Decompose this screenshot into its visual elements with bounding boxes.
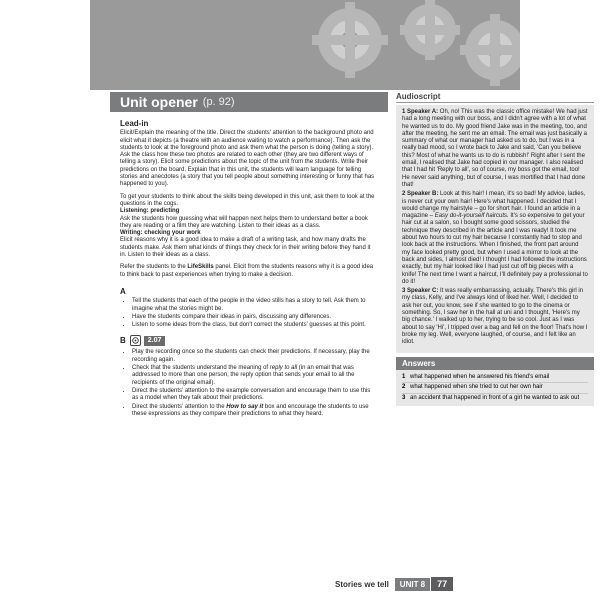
unit-header — [110, 92, 388, 112]
answer-item: 2 what happened when she tried to cut her own hair — [402, 383, 588, 394]
lead-in-heading: Lead-in — [120, 119, 149, 128]
list-item: • Tell the students that each of the people in the video stills has a story to tell. Ask them to imagine what the stories might be. — [132, 298, 378, 313]
unit-page-ref: (p. 92) — [202, 96, 235, 108]
audioscript-box — [396, 105, 594, 353]
listening-label: Listening: predicting — [120, 208, 180, 215]
list-item: • Direct the students' attention to the example conversation and encourage them to use this as a model when they talk about their predictions. — [132, 388, 378, 403]
page-footer — [335, 577, 453, 591]
section-b-label: B — [120, 336, 126, 346]
list-item: • Listen to some ideas from the class, but don't correct the students' guesses at this point. — [132, 322, 378, 329]
writing-label: Writing: checking your work — [120, 230, 201, 237]
answers-heading: Answers — [396, 357, 594, 370]
speaker-a-text: 1 Speaker A: Oh, no! This was the classic office mistake! We had just had a long meeting with our boss, and I didn't agree with a lot of what he wanted us to do. My good friend Jake was in the meeting, too, and after the meeting, he sent me an email. The email was just basically a summary of what our manager had asked us to do, but I was in a really bad mood, so I wrote back to Jake and said, 'Can you believe this? Most of what he wants us to do is rubbish!' Right after I sent the email, I realised that Jake had copied in our manager. I also realised that I had hit 'Reply to all', so of course, my boss got the email, too! He never said anything, but of course, I was mortified that I had done that! — [402, 109, 588, 188]
section-b-header — [120, 335, 378, 346]
section-a-list — [120, 298, 378, 329]
lead-in-paragraph: Elicit/Explain the meaning of the title. Direct the students' attention to the background photo and elicit what it depicts (a theatre with an audience waiting to watch a performance). Then ask the students to look at the foreground photo and ask them what the person is doing (telling a story). Ask the class how these two photos are related to each other (they are two different ways of telling a story). Elicit some predictions about the topic of the unit from the students. Write their predictions on the board. Explain that in this unit, the students will learn language for telling stories and anecdotes (a story that you tell people about something interesting or funny that has happened to you). — [120, 130, 375, 188]
track-number-badge: 2.07 — [144, 336, 166, 345]
section-a-label: A — [120, 286, 126, 296]
audioscript-title: Audioscript — [396, 92, 594, 103]
cogs-icon — [290, 0, 520, 90]
cogs-paragraph: To get your students to think about the skills being developed in this unit, ask them to look at the questions in the cogs. — [120, 193, 375, 207]
audioscript-column — [396, 92, 594, 406]
lifeskills-paragraph: Refer the students to the LifeSkills panel. Elicit from the students reasons why it is a good idea to think back to past experiences when trying to make a decision. — [120, 264, 374, 278]
list-item: • Check that the students understand the meaning of reply to all (in an email that was addressed to more than one person, the reply option that sends your email to all the recipients of the original email). — [132, 365, 378, 387]
page-number: 77 — [431, 577, 453, 591]
list-item: • Have the students compare their ideas in pairs, discussing any differences. — [132, 314, 378, 321]
footer-unit: UNIT 8 — [395, 578, 430, 591]
section-b-list — [120, 349, 378, 418]
audio-cd-icon — [130, 335, 141, 346]
list-item: • Direct the students' attention to the How to say it box and encourage the students to use these expressions as they compare their predictions to what they heard. — [132, 404, 378, 419]
unit-title: Unit opener — [120, 94, 198, 110]
answer-item: 1 what happened when he answered his friend's email — [402, 373, 588, 384]
speaker-b-text: 2 Speaker B: Look at this hair! I mean, it's so bad! My advice, ladies, is never cut your own hair! Here's what happened. I decided that I would change my hairstyle – go for short hair. I found an article in a magazine – Easy do-it-yourself haircuts. It's so expensive to get your hair cut at a salon, so I bought some good scissors, studied the technique they described in the article and I was ready! It took me about two hours to cut my hair because I constantly had to stop and look back at the instructions. When I finished, the front part around my face looked pretty good, but when I used a mirror to look at the back and sides, I almost died! I thought I had followed the instructions exactly, but my hair looked like I had just cut off big pieces with a knife! The next time I want a haircut, I'll definitely pay a professional to do it! — [402, 191, 588, 285]
answer-item: 3 an accident that happened in front of a girl he wanted to ask out — [402, 394, 580, 401]
listening-text: Ask the students how guessing what will happen next helps them to understand better a book they are reading or a film they are watching. Listen to their ideas as a class. — [120, 215, 368, 229]
banner-image — [90, 0, 520, 90]
footer-title: Stories we tell — [335, 579, 389, 589]
speaker-c-text: 3 Speaker C: It was really embarrassing, actually. There's this girl in my class, Kelly, and I've always kind of liked her. Well, I decided to ask her out, you know, see if she wanted to go to the cinema or something. So, I saw her in the hall at uni and I thought, 'Here's my big chance.' I walked up to her, trying to be so cool. Just as I was about to say 'Hi', I tripped over a bag and fell on the floor! That's how I broke my leg. Well, everyone laughed, of course, and I felt like an idiot. — [402, 288, 588, 346]
page — [90, 0, 588, 600]
teacher-notes-column — [110, 92, 388, 422]
writing-text: Elicit reasons why it is a good idea to make a draft of a writing task, and how many drafts the students make. Ask them what kinds of things they check for in their writing before they hand it in. Listen to their ideas as a class. — [120, 237, 371, 259]
answers-box — [396, 370, 594, 407]
list-item: • Play the recording once so the students can check their predictions. If necessary, play the recording again. — [132, 349, 378, 364]
